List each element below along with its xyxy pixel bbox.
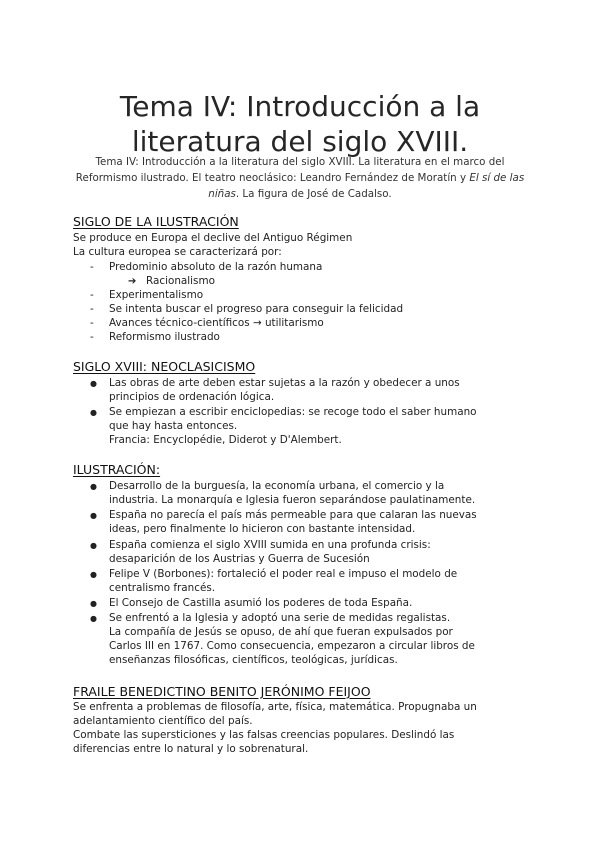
list-item-continuation: La compañía de Jesús se opuso, de ahí que fueran expulsados por [109, 626, 453, 638]
list-item: Avances técnico-científicos → utilitarismo [109, 317, 324, 329]
bullet-icon: ● [90, 570, 97, 579]
list-item: Felipe V (Borbones): fortaleció el poder real e impuso el modelo de [109, 568, 458, 580]
list-item-continuation: enseñanzas filosóficas, científicos, teológicas, jurídicas. [109, 654, 398, 666]
list-item-continuation: Carlos III en 1767. Como consecuencia, empezaron a circular libros de [109, 640, 475, 652]
list-item: Predominio absoluto de la razón humana [109, 261, 323, 273]
heading-siglo-ilustracion: SIGLO DE LA ILUSTRACIÓN [73, 214, 239, 229]
list-item-continuation: que hay hasta entonces. [109, 420, 238, 432]
bullet-icon: ● [90, 614, 97, 623]
list-item-continuation: Francia: Encyclopédie, Diderot y D'Alembert. [109, 434, 342, 446]
list-item: Racionalismo [146, 275, 215, 287]
text-line: La cultura europea se caracterizará por: [73, 246, 282, 258]
heading-ilustracion: ILUSTRACIÓN: [73, 462, 161, 477]
list-item: Reformismo ilustrado [109, 331, 220, 343]
list-item: Se intenta buscar el progreso para conseguir la felicidad [109, 303, 404, 315]
text-line: Se enfrenta a problemas de filosofía, arte, física, matemática. Propugnaba un [73, 701, 477, 713]
text-line: Se produce en Europa el declive del Antiguo Régimen [73, 232, 353, 244]
list-item: Las obras de arte deben estar sujetas a la razón y obedecer a unos [109, 377, 460, 389]
list-item-continuation: ideas, pero finalmente lo hicieron con bastante intensidad. [109, 523, 416, 535]
heading-feijoo: FRAILE BENEDICTINO BENITO JERÓNIMO FEIJOO [73, 684, 371, 699]
dash-marker: - [90, 289, 94, 301]
title-line-2: literatura del siglo XVIII. [131, 124, 469, 158]
list-item: Se enfrentó a la Iglesia y adoptó una serie de medidas regalistas. [109, 612, 451, 624]
list-item: El Consejo de Castilla asumió los poderes de toda España. [109, 597, 413, 609]
intro-paragraph [70, 154, 530, 202]
list-item-continuation: principios de ordenación lógica. [109, 391, 275, 403]
intro-text-1: Tema IV: Introducción a la literatura del siglo XVIII. La literatura en el marco del Reformismo ilustrado. El teatro neoclásico: Leandro Fernández de Moratín y [75, 156, 505, 184]
dash-marker: - [90, 261, 94, 273]
text-line: Combate las supersticiones y las falsas creencias populares. Deslindó las [73, 729, 455, 741]
title-line-1: Tema IV: Introducción a la [119, 89, 481, 123]
text-line: diferencias entre lo natural y lo sobrenatural. [73, 743, 309, 755]
dash-marker: - [90, 317, 94, 329]
list-item: Desarrollo de la burguesía, la economía urbana, el comercio y la [109, 480, 445, 492]
dash-marker: - [90, 303, 94, 315]
arrow-icon: ➔ [128, 276, 137, 287]
list-item-continuation: centralismo francés. [109, 582, 216, 594]
list-item: España no parecía el país más permeable para que calaran las nuevas [109, 509, 477, 521]
text-line: adelantamiento científico del país. [73, 715, 253, 727]
bullet-icon: ● [90, 379, 97, 388]
list-item-continuation: desaparición de los Austrias y Guerra de Sucesión [109, 553, 370, 565]
intro-italic-title: El sí de las niñas [208, 172, 525, 200]
bullet-icon: ● [90, 541, 97, 550]
heading-neoclasicismo: SIGLO XVIII: NEOCLASICISMO [73, 359, 256, 374]
bullet-icon: ● [90, 408, 97, 417]
dash-marker: - [90, 331, 94, 343]
bullet-icon: ● [90, 482, 97, 491]
list-item: Experimentalismo [109, 289, 204, 301]
list-item: España comienza el siglo XVIII sumida en una profunda crisis: [109, 539, 431, 551]
list-item: Se empiezan a escribir enciclopedias: se recoge todo el saber humano [109, 406, 477, 418]
bullet-icon: ● [90, 599, 97, 608]
document-title [60, 89, 540, 159]
intro-text-2: . La figura de José de Cadalso. [235, 188, 392, 200]
bullet-icon: ● [90, 511, 97, 520]
list-item-continuation: industria. La monarquía e Iglesia fueron separándose paulatinamente. [109, 494, 476, 506]
